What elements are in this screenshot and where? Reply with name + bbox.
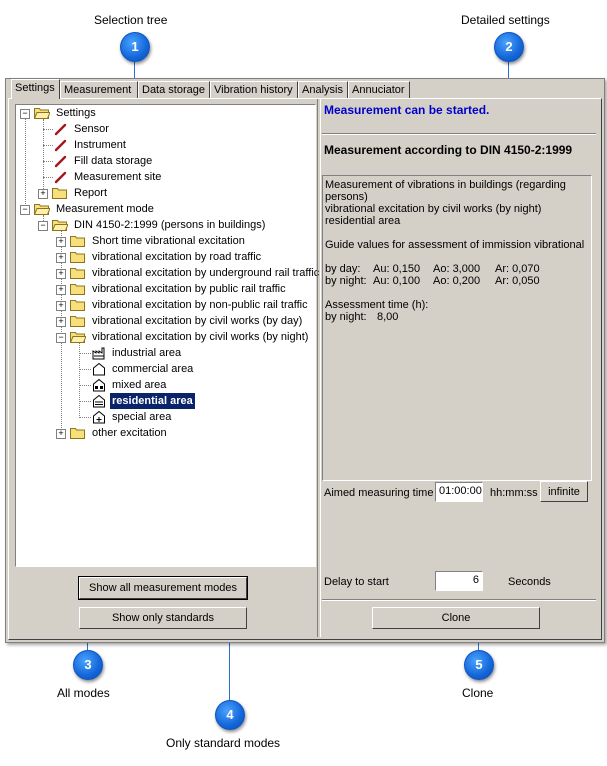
tree-line (79, 369, 91, 370)
tree-line (79, 385, 91, 386)
tree-label: Short time vibrational excitation (92, 235, 245, 247)
folder-icon (70, 251, 86, 263)
selection-tree[interactable] (15, 104, 320, 567)
assessment-value: 8,00 (377, 311, 399, 323)
tree-label: other excitation (92, 427, 167, 439)
tree-label: DIN 4150-2:1999 (persons in buildings) (74, 219, 266, 231)
assessment-label: by night: (325, 311, 367, 323)
info-line: Guide values for assessment of immission vibrational (325, 239, 585, 251)
measurement-info-box (322, 175, 592, 481)
folder-open-icon (52, 219, 68, 231)
guide-ao: Ao: 0,200 (433, 275, 481, 287)
pencil-icon (54, 154, 68, 168)
measurement-heading: Measurement according to DIN 4150-2:1999 (324, 143, 573, 157)
collapse-icon[interactable]: − (20, 109, 30, 119)
separator (322, 133, 596, 135)
expand-icon[interactable]: + (56, 253, 66, 263)
folder-icon (70, 283, 86, 295)
pencil-icon (54, 170, 68, 184)
clone-button[interactable]: Clone (372, 607, 540, 629)
panel-divider (317, 99, 321, 637)
guide-ar: Ar: 0,070 (495, 263, 540, 275)
info-line: Measurement of vibrations in buildings (regarding (325, 179, 566, 191)
tree-label: vibrational excitation by public rail traffic (92, 283, 286, 295)
tree-label: special area (112, 411, 172, 423)
tree-line (43, 119, 44, 195)
delay-to-start-label: Delay to start (324, 576, 389, 588)
expand-icon[interactable]: + (38, 189, 48, 199)
status-message: Measurement can be started. (324, 103, 490, 117)
guide-au: Au: 0,100 (373, 275, 421, 287)
tree-line (43, 161, 53, 162)
expand-icon[interactable]: + (56, 317, 66, 327)
info-line: residential area (325, 215, 401, 227)
folder-icon (70, 427, 86, 439)
tree-line (43, 129, 53, 130)
expand-icon[interactable]: + (56, 429, 66, 439)
guide-values-night (325, 275, 589, 287)
folder-open-icon (34, 107, 50, 119)
detailed-settings-panel (322, 99, 598, 637)
folder-icon (70, 267, 86, 279)
tree-label: vibrational excitation by civil works (by day) (92, 315, 303, 327)
show-only-standards-button[interactable]: Show only standards (79, 607, 247, 629)
info-line: persons) (325, 191, 368, 203)
callout-5: 5 (464, 650, 494, 680)
building-icon (92, 362, 106, 376)
expand-icon[interactable]: + (56, 269, 66, 279)
tree-line (79, 343, 80, 418)
tree-label: vibrational excitation by road traffic (92, 251, 262, 263)
tree-label: vibrational excitation by civil works (by night) (92, 331, 309, 343)
caption-clone: Clone (462, 686, 494, 700)
callout-4: 4 (215, 700, 245, 730)
tab-data-storage[interactable]: Data storage (138, 81, 210, 98)
tree-label: Report (74, 187, 108, 199)
tree-label: Instrument (74, 139, 126, 151)
callout-1: 1 (120, 32, 150, 62)
tree-label: industrial area (112, 347, 182, 359)
show-all-modes-button[interactable]: Show all measurement modes (79, 577, 247, 599)
tree-label: vibrational excitation by underground rail traffic (92, 267, 320, 279)
expand-icon[interactable]: + (56, 301, 66, 311)
folder-open-icon (34, 203, 50, 215)
folder-icon (70, 235, 86, 247)
assessment-title: Assessment time (h): (325, 299, 429, 311)
tree-label: Measurement mode (56, 203, 154, 215)
info-line: vibrational excitation by civil works (by night) (325, 203, 542, 215)
settings-tab-panel (8, 98, 602, 640)
tree-label-selected: residential area (112, 395, 193, 407)
guide-values-day (325, 263, 589, 275)
tree-label: Fill data storage (74, 155, 153, 167)
tree-line (25, 117, 26, 210)
guide-au: Au: 0,150 (373, 263, 421, 275)
infinite-button[interactable]: infinite (540, 481, 588, 502)
tree-label: vibrational excitation by non-public rail traffic (92, 299, 308, 311)
guide-label: by night: (325, 275, 367, 287)
collapse-icon[interactable]: − (20, 205, 30, 215)
special-building-icon (92, 410, 106, 424)
factory-icon (92, 346, 106, 360)
assessment-night (325, 311, 589, 323)
folder-icon (52, 187, 68, 199)
aimed-time-unit: hh:mm:ss (490, 487, 538, 499)
house-icon (92, 394, 106, 408)
tab-annuciator[interactable]: Annuciator (348, 81, 410, 98)
tree-label: Measurement site (74, 171, 162, 183)
tree-line (43, 145, 53, 146)
callout-2: 2 (494, 32, 524, 62)
pencil-icon (54, 138, 68, 152)
tab-vibration-history[interactable]: Vibration history (210, 81, 298, 98)
aimed-measuring-time-input[interactable]: 01:00:00 (435, 482, 483, 502)
expand-icon[interactable]: + (56, 285, 66, 295)
tab-analysis[interactable]: Analysis (298, 81, 348, 98)
mixed-building-icon (92, 378, 106, 392)
folder-icon (70, 299, 86, 311)
caption-all-modes: All modes (57, 686, 110, 700)
tab-settings[interactable]: Settings (11, 79, 60, 99)
tree-line (43, 177, 53, 178)
tree-line (79, 417, 91, 418)
tree-line (79, 353, 91, 354)
folder-icon (70, 315, 86, 327)
caption-detailed-settings: Detailed settings (461, 13, 550, 27)
guide-label: by day: (325, 263, 361, 275)
callout-3: 3 (73, 650, 103, 680)
tree-label: Settings (56, 107, 96, 119)
expand-icon[interactable]: + (56, 237, 66, 247)
tree-label: mixed area (112, 379, 167, 391)
separator (322, 599, 596, 601)
tree-line (79, 401, 91, 402)
pencil-icon (54, 122, 68, 136)
folder-open-icon (70, 331, 86, 343)
tab-measurement[interactable]: Measurement (60, 81, 138, 98)
collapse-icon[interactable]: − (56, 333, 66, 343)
aimed-measuring-time-label: Aimed measuring time (324, 487, 434, 499)
caption-only-standard-modes: Only standard modes (166, 736, 281, 750)
guide-ar: Ar: 0,050 (495, 275, 540, 287)
delay-unit: Seconds (508, 576, 551, 588)
delay-to-start-input[interactable]: 6 (435, 571, 483, 591)
collapse-icon[interactable]: − (38, 221, 48, 231)
caption-selection-tree: Selection tree (94, 13, 168, 27)
guide-ao: Ao: 3,000 (433, 263, 481, 275)
settings-window (5, 78, 605, 643)
tree-label: commercial area (112, 363, 194, 375)
tree-label: Sensor (74, 123, 109, 135)
